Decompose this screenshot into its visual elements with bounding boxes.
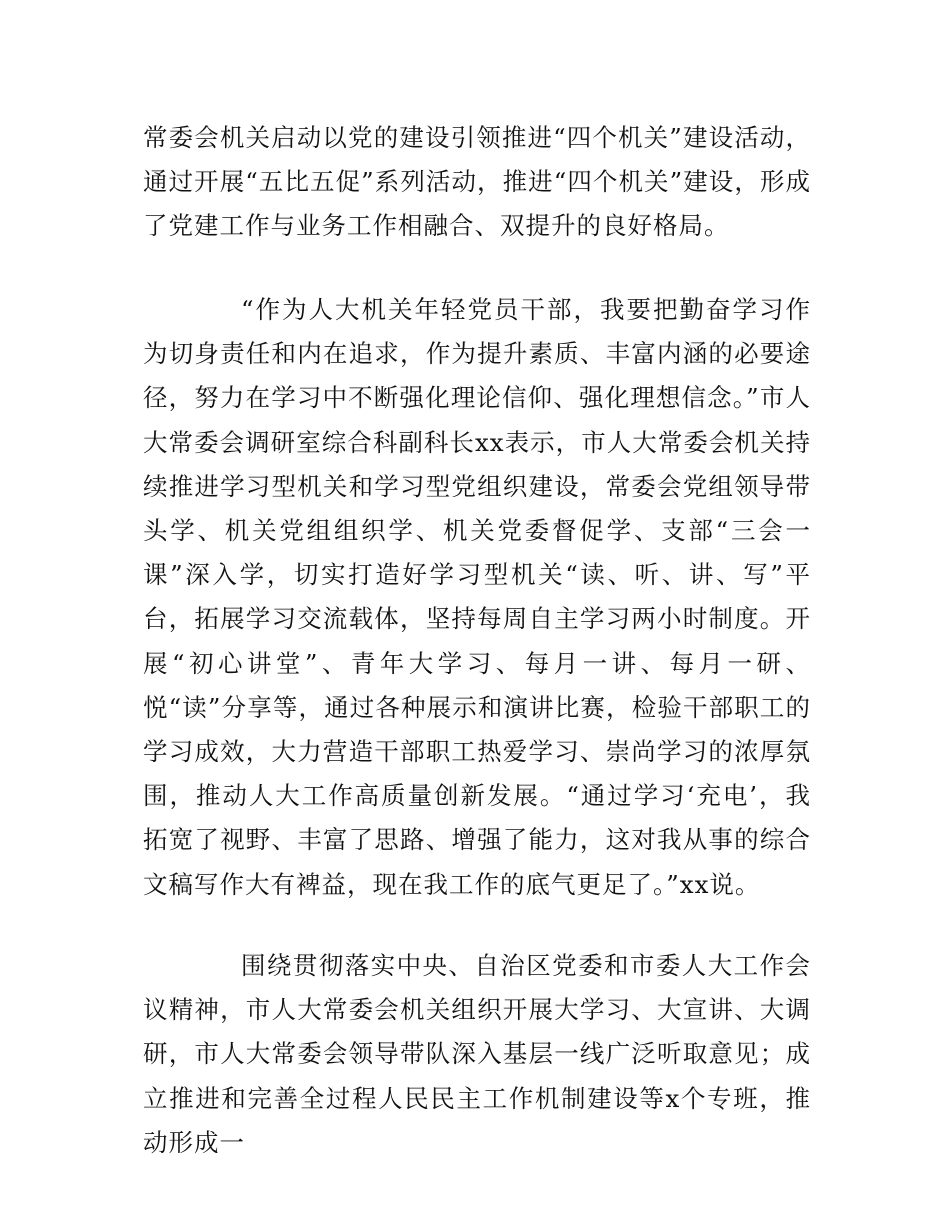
paragraph-3: 围绕贯彻落实中央、自治区党委和市委人大工作会议精神，市人大常委会机关组织开展大学习、大宣讲、大调研，市人大常委会领导带队深入基层一线广泛听取意见；成立推进和完善全过程人民民主工作机制建设等x个专班，推动形成一 [143, 951, 811, 1157]
paragraph-2: “作为人大机关年轻党员干部，我要把勤奋学习作为切身责任和内在追求，作为提升素质、丰富内涵的必要途径，努力在学习中不断强化理论信仰、强化理想信念。”市人大常委会调研室综合科副科长xx表示，市人大常委会机关持续推进学习型机关和学习型党组织建设，常委会党组领导带头学、机关党组组织学、机关党委督促学、支部“三会一课”深入学，切实打造好学习型机关“读、听、讲、写”平台，拓展学习交流载体，坚持每周自主学习两小时制度。开展“初心讲堂”、青年大学习、每月一讲、每月一研、悦“读”分享等，通过各种展示和演讲比赛，检验干部职工的学习成效，大力营造干部职工热爱学习、崇尚学习的浓厚氛围，推动人大工作高质量创新发展。“通过学习‘充电’，我拓宽了视野、丰富了思路、增强了能力，这对我从事的综合文稿写作大有裨益，现在我工作的底气更足了。”xx说。 [143, 295, 811, 899]
paragraph-1: 常委会机关启动以党的建设引领推进“四个机关”建设活动，通过开展“五比五促”系列活动，推进“四个机关”建设，形成了党建工作与业务工作相融合、双提升的良好格局。 [143, 123, 811, 241]
